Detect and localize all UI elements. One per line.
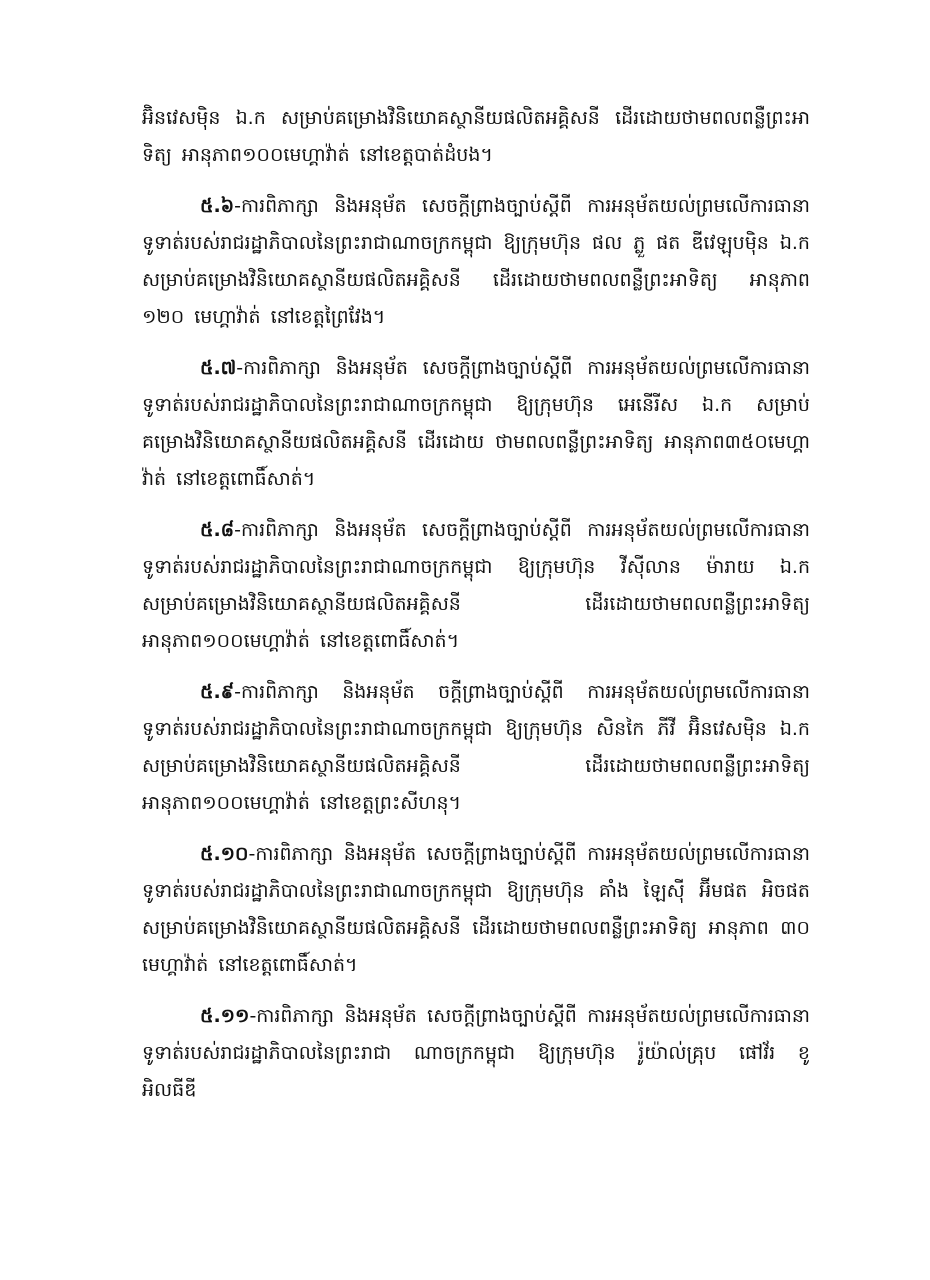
paragraph-text: -ការពិភាក្សា និងអនុម័ត ចក្តីព្រាងច្បាប់ស្តីពី ការអនុម័តយល់ព្រមលើការធានាទូទាត់របស់រាជរដ្ឋាភិបាលនៃព្រះរាជាណាចក្រកម្ពុជា ឱ្យក្រុមហ៊ុន សិនកៃ ភីវី អ៊ិនវេសម៉ិន ឯ.ក សម្រាប់គម្រោងវិនិយោគស្ថានីយផលិតអគ្គិសនី ដើរដោយថាមពលពន្លឺព្រះអាទិត្យ អានុភាព១០០មេហ្គាវ៉ាត់ នៅខេត្តព្រះសីហនុ។ — [142, 681, 810, 814]
paragraph-item-5-6 — [142, 188, 810, 336]
paragraph-text: -ការពិភាក្សា និងអនុម័ត សេចក្តីព្រាងច្បាប់ស្តីពី ការអនុម័តយល់ព្រមលើការធានាទូទាត់របស់រាជរដ្ឋាភិបាលនៃព្រះរាជាណាចក្រកម្ពុជា ឱ្យក្រុមហ៊ុន គាំង ឡៃស៊ី អ៊ីមផត អិចផត សម្រាប់គម្រោងវិនិយោគស្ថានីយផលិតអគ្គិសនី ដើរដោយថាមពលពន្លឺព្រះអាទិត្យ អានុភាព ៣០ មេហ្គាវ៉ាត់ នៅខេត្តពោធិ៍សាត់។ — [142, 843, 810, 976]
paragraph-text: -ការពិភាក្សា និងអនុម័ត សេចក្តីព្រាងច្បាប់ស្តីពី ការអនុម័តយល់ព្រមលើការធានាទូទាត់របស់រាជរដ្ឋាភិបាលនៃព្រះរាជា ណាចក្រកម្ពុជា ឱ្យក្រុមហ៊ុន រ៉ូយ៉ាល់គ្រុប ផៅវ័រ ខូ អិលធីឌី — [142, 1005, 810, 1101]
item-number: ៥.៧ — [200, 357, 237, 379]
document-page — [142, 100, 810, 1123]
paragraph-text: -ការពិភាក្សា និងអនុម័ត សេចក្តីព្រាងច្បាប់ស្តីពី ការអនុម័តយល់ព្រមលើការធានាទូទាត់របស់រាជរដ្ឋាភិបាលនៃព្រះរាជាណាចក្រកម្ពុជា ឱ្យក្រុមហ៊ុន អេនើរីស ឯ.ក សម្រាប់គម្រោងវិនិយោគស្ថានីយផលិតអគ្គិសនី ដើរដោយ ថាមពលពន្លឺព្រះអាទិត្យ អានុភាព៣៥០មេហ្គាវ៉ាត់ នៅខេត្តពោធិ៍សាត់។ — [142, 357, 810, 490]
paragraph-item-5-8 — [142, 512, 810, 660]
item-number: ៥.៩ — [200, 681, 235, 703]
paragraph-text: អ៊ិនវេសម៉ិន ឯ.ក សម្រាប់គម្រោងវិនិយោគស្ថានីយផលិតអគ្គិសនី ដើរដោយថាមពលពន្លឺព្រះអាទិត្យ អានុភាព១០០មេហ្គាវ៉ាត់ នៅខេត្តបាត់ដំបង។ — [142, 107, 810, 166]
paragraph-continuation — [142, 100, 810, 174]
paragraph-item-5-7 — [142, 350, 810, 498]
item-number: ៥.១០ — [200, 843, 249, 865]
paragraph-text: -ការពិភាក្សា និងអនុម័ត សេចក្តីព្រាងច្បាប់ស្តីពី ការអនុម័តយល់ព្រមលើការធានាទូទាត់របស់រាជរដ្ឋាភិបាលនៃព្រះរាជាណាចក្រកម្ពុជា ឱ្យក្រុមហ៊ុន វីស៊ីលាន ម៉ារាយ ឯ.ក សម្រាប់គម្រោងវិនិយោគស្ថានីយផលិតអគ្គិសនី ដើរដោយថាមពលពន្លឺព្រះអាទិត្យ អានុភាព១០០មេហ្គាវ៉ាត់ នៅខេត្តពោធិ៍សាត់។ — [142, 519, 810, 652]
paragraph-text: -ការពិភាក្សា និងអនុម័ត សេចក្តីព្រាងច្បាប់ស្តីពី ការអនុម័តយល់ព្រមលើការធានាទូទាត់របស់រាជរដ្ឋាភិបាលនៃព្រះរាជាណាចក្រកម្ពុជា ឱ្យក្រុមហ៊ុន ផល ភ្លួ ផត ឌីវេឡុបម៉ិន ឯ.ក សម្រាប់គម្រោងវិនិយោគស្ថានីយផលិតអគ្គិសនី ដើរដោយថាមពលពន្លឺព្រះអាទិត្យ អានុភាព ១២០ មេហ្គាវ៉ាត់ នៅខេត្តព្រៃវែង។ — [142, 195, 810, 328]
item-number: ៥.៦ — [200, 195, 235, 217]
paragraph-item-5-10 — [142, 836, 810, 984]
paragraph-item-5-11 — [142, 998, 810, 1109]
paragraph-item-5-9 — [142, 674, 810, 822]
item-number: ៥.១១ — [200, 1005, 250, 1027]
item-number: ៥.៨ — [200, 519, 235, 541]
